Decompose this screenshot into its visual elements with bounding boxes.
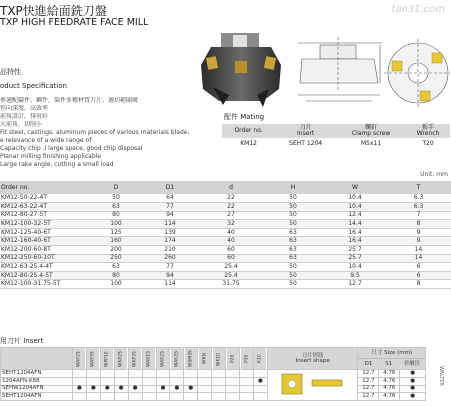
grade-header: WKP35	[128, 348, 142, 370]
dims-cell: 174	[140, 237, 200, 246]
table-row	[0, 263, 451, 272]
grade-mark	[128, 377, 142, 385]
insert-ex: ●	[400, 385, 426, 393]
dims-cell: 8	[386, 280, 451, 289]
dims-cell: 125	[92, 228, 140, 237]
dims-cell: 63	[92, 263, 140, 272]
grade-mark	[114, 370, 128, 378]
insert-name: SEHT1204AFN	[1, 370, 73, 378]
dims-cell: 250	[92, 254, 140, 263]
dims-cell: 40	[200, 228, 262, 237]
technical-drawing	[296, 31, 451, 113]
dims-cell: 50	[262, 280, 324, 289]
dims-cell: 63	[92, 203, 140, 212]
dims-cell: 260	[140, 254, 200, 263]
dims-cell: 60	[200, 254, 262, 263]
grade-mark	[100, 377, 114, 385]
grade-mark	[240, 385, 254, 393]
insert-name: SEHT1204AFN	[1, 393, 73, 401]
insert-shape-image	[267, 370, 358, 401]
grade-mark: ●	[100, 385, 114, 393]
grade-header: WKP25	[114, 348, 128, 370]
grade-mark: ●	[253, 377, 267, 385]
unit-label: Unit: mm	[420, 171, 448, 178]
dims-cell: KM12-80-25.4-5T	[0, 271, 92, 280]
grade-mark: ●	[156, 385, 170, 393]
mating-screw: M5x11	[361, 139, 382, 147]
grade-mark	[142, 385, 156, 393]
grade-mark	[142, 377, 156, 385]
features-label-cn: 品特性	[0, 68, 21, 76]
grade-mark: ●	[170, 385, 184, 393]
feature-line: 大前角，切削小	[0, 121, 43, 128]
grade-mark	[170, 370, 184, 378]
dims-cell: KM12-100-31.75-5T	[0, 280, 92, 289]
dims-cell: 16.4	[324, 228, 386, 237]
insert-shape-header: 刀片形狀 Insert shape	[267, 348, 358, 370]
grade-mark	[198, 393, 212, 401]
dims-cell: 6	[386, 263, 451, 272]
dims-cell: 114	[140, 220, 200, 229]
grade-mark	[100, 370, 114, 378]
dims-cell: 63	[262, 246, 324, 255]
grade-mark	[128, 393, 142, 401]
grade-header: WAK35	[170, 348, 184, 370]
feature-line: Planar milling finishing applicable	[0, 153, 101, 160]
table-row	[1, 385, 426, 393]
dims-cell: 10.4	[324, 263, 386, 272]
dims-cell: KM12-63-25.4-4T	[0, 263, 92, 272]
dims-cell: 40	[200, 237, 262, 246]
dims-cell: 16.4	[324, 237, 386, 246]
dims-cell: KM12-250-60-10T	[0, 254, 92, 263]
dims-cell: 80	[92, 271, 140, 280]
grade-mark	[86, 377, 100, 385]
grade-mark	[184, 377, 198, 385]
face-mill-product-image	[193, 31, 289, 109]
dims-cell: 50	[92, 194, 140, 203]
dims-cell: 114	[140, 280, 200, 289]
table-row	[0, 246, 451, 255]
dims-cell: KM12-200-60-8T	[0, 246, 92, 255]
feature-line: 參適配鑄件、鋼件、箇件多種材質刀片，適切範圍廣	[0, 97, 139, 104]
insert-ex: ●	[400, 377, 426, 385]
feature-line: Large rake angle, cutting a small load	[0, 161, 114, 168]
grade-mark	[240, 370, 254, 378]
dims-header-cell: D	[92, 181, 140, 194]
grade-mark	[86, 393, 100, 401]
dims-cell: 22	[200, 203, 262, 212]
table-row	[1, 370, 426, 378]
page-title-en: TXP HIGH FEEDRATE FACE MILL	[0, 17, 149, 28]
grade-mark	[253, 370, 267, 378]
dims-cell: 32	[200, 220, 262, 229]
dims-cell: 50	[262, 271, 324, 280]
mating-insert: SEHT 1204	[289, 139, 323, 147]
mating-title: 配件 Mating	[224, 113, 265, 121]
dims-header-cell: D1	[140, 181, 200, 194]
grade-mark	[240, 377, 254, 385]
dims-cell: 63	[262, 237, 324, 246]
grade-mark	[142, 393, 156, 401]
grade-mark: ●	[128, 385, 142, 393]
dims-cell: KM12-100-32-5T	[0, 220, 92, 229]
mating-header-insert: 刀片 Insert	[275, 124, 336, 138]
dims-cell: 14	[386, 254, 451, 263]
dims-cell: 6	[386, 271, 451, 280]
grade-mark	[72, 393, 86, 401]
dims-cell: 210	[140, 246, 200, 255]
grade-mark	[184, 370, 198, 378]
dims-cell: 63	[262, 254, 324, 263]
insert-size-header: 尺寸 Size (mm) D1 S1 菲爾沃	[358, 348, 426, 370]
mating-table	[222, 124, 450, 149]
insert-name: SEHW1204AFN	[1, 385, 73, 393]
table-row	[0, 211, 451, 220]
mating-order-no: KM12	[240, 139, 257, 147]
grade-header: WAP25	[72, 348, 86, 370]
dims-cell: 77	[140, 203, 200, 212]
dims-cell: 50	[262, 220, 324, 229]
dims-cell: 94	[140, 211, 200, 220]
dims-cell: 25.4	[200, 271, 262, 280]
grade-mark	[156, 377, 170, 385]
dims-cell: 200	[92, 246, 140, 255]
grade-mark	[72, 370, 86, 378]
table-row	[0, 228, 451, 237]
dims-cell: 9	[386, 237, 451, 246]
dims-cell: 31.75	[200, 280, 262, 289]
grade-header: WPP10	[100, 348, 114, 370]
table-row	[0, 280, 451, 289]
grade-mark	[198, 377, 212, 385]
dims-cell: KM12-160-40-6T	[0, 237, 92, 246]
watermark: tao31.com	[391, 4, 445, 15]
grade-mark	[198, 385, 212, 393]
dims-cell: 25.7	[324, 254, 386, 263]
dims-cell: 160	[92, 237, 140, 246]
grade-header: WK10	[212, 348, 226, 370]
grade-mark	[226, 377, 240, 385]
dimension-table	[0, 181, 451, 289]
insert-s1: 4.76	[379, 393, 400, 401]
grade-mark	[86, 370, 100, 378]
grade-mark	[156, 393, 170, 401]
insert-d1: 12.7	[358, 377, 379, 385]
dims-header-cell: d	[200, 181, 262, 194]
grade-mark	[212, 370, 226, 378]
table-row	[1, 377, 426, 385]
insert-d1: 12.7	[358, 385, 379, 393]
dims-cell: 64	[140, 194, 200, 203]
dims-cell: 77	[140, 263, 200, 272]
dims-cell: 14	[386, 246, 451, 255]
dims-cell: KM12-80-27-5T	[0, 211, 92, 220]
grade-mark	[212, 377, 226, 385]
grade-mark	[198, 370, 212, 378]
grade-mark	[253, 385, 267, 393]
feature-line: Capacity chip ,l large space, good chip disposal	[0, 145, 143, 152]
insert-title: 用刀片 Insert	[0, 337, 44, 345]
dims-cell: 9.5	[324, 271, 386, 280]
grade-mark	[142, 370, 156, 378]
feature-line: Fit steel, castings, aluminum pieces of various materials blade,	[0, 129, 190, 136]
grade-mark	[212, 385, 226, 393]
table-row	[0, 237, 451, 246]
dims-cell: 8	[386, 220, 451, 229]
grade-mark	[226, 385, 240, 393]
insert-table	[0, 347, 426, 401]
dims-cell: 22	[200, 194, 262, 203]
grade-mark	[170, 393, 184, 401]
dims-cell: 12.7	[324, 280, 386, 289]
mating-header-wrench: 扳手 Wrench	[406, 124, 450, 138]
dims-cell: 10.4	[324, 203, 386, 212]
dims-cell: 6.3	[386, 194, 451, 203]
insert-name: 1204AFN-K88	[1, 377, 73, 385]
dims-header-cell: W	[324, 181, 386, 194]
dims-cell: 139	[140, 228, 200, 237]
grade-mark: ●	[184, 385, 198, 393]
dims-cell: KM12-50-22-4T	[0, 194, 92, 203]
grade-header: WAK25	[156, 348, 170, 370]
grade-mark	[253, 393, 267, 401]
dims-cell: 63	[262, 228, 324, 237]
mating-wrench: T20	[422, 139, 434, 147]
grade-mark	[72, 377, 86, 385]
grade-mark	[128, 370, 142, 378]
page-title-cn: TXP快進給面銑刀盤	[0, 4, 107, 18]
grade-mark: ●	[72, 385, 86, 393]
dims-cell: KM12-63-22-4T	[0, 203, 92, 212]
dims-cell: 94	[140, 271, 200, 280]
mating-header-screw: 螺釘 Clamp screw	[336, 124, 406, 138]
insert-s1: 4.76	[379, 377, 400, 385]
grade-header: WXN	[198, 348, 212, 370]
dims-cell: 100	[92, 220, 140, 229]
features-list	[0, 97, 222, 169]
grade-mark	[212, 393, 226, 401]
insert-ex: ●	[400, 393, 426, 401]
grade-header: P30	[240, 348, 254, 370]
table-row	[0, 194, 451, 203]
grade-mark	[184, 393, 198, 401]
dims-cell: 50	[262, 263, 324, 272]
grade-mark: ●	[86, 385, 100, 393]
grade-mark	[156, 370, 170, 378]
dims-header-cell: H	[262, 181, 324, 194]
table-row	[0, 220, 451, 229]
dims-cell: 50	[262, 211, 324, 220]
grade-mark	[226, 370, 240, 378]
dims-cell: 6.3	[386, 203, 451, 212]
dims-header-cell: Order no.	[0, 181, 92, 194]
grade-mark	[114, 377, 128, 385]
dims-header-cell: T	[386, 181, 451, 194]
grade-header: K10	[253, 348, 267, 370]
grade-mark: ●	[114, 385, 128, 393]
insert-s1: 4.76	[379, 385, 400, 393]
insert-s1: 4.76	[379, 370, 400, 378]
grade-mark	[170, 377, 184, 385]
grade-header: WAP35	[86, 348, 100, 370]
dims-cell: 7	[386, 211, 451, 220]
dims-cell: 10.4	[324, 194, 386, 203]
mating-header-order: Order no.	[222, 124, 275, 138]
table-row	[0, 203, 451, 212]
dims-cell: 9	[386, 228, 451, 237]
table-row	[1, 393, 426, 401]
dims-cell: 100	[92, 280, 140, 289]
insert-ex: ●	[400, 370, 426, 378]
grade-header: WAK15	[142, 348, 156, 370]
dims-cell: 27	[200, 211, 262, 220]
table-row	[0, 271, 451, 280]
dims-cell: 14.4	[324, 220, 386, 229]
feature-line: e relevance of a wide range of .	[0, 137, 96, 144]
grade-header: WSM35	[184, 348, 198, 370]
dims-cell: 50	[262, 203, 324, 212]
grade-mark	[114, 393, 128, 401]
dims-cell: KM12-125-40-6T	[0, 228, 92, 237]
dims-cell: 60	[200, 246, 262, 255]
feature-line: 徑向深度，高效率	[0, 105, 49, 112]
insert-d1: 12.7	[358, 393, 379, 401]
grade-mark	[240, 393, 254, 401]
feature-line: 前角設計，排屑好	[0, 113, 49, 120]
brand-label: WALTER	[438, 365, 444, 386]
insert-d1: 12.7	[358, 370, 379, 378]
table-row	[0, 254, 451, 263]
grade-mark	[100, 393, 114, 401]
grade-mark	[226, 393, 240, 401]
dims-cell: 80	[92, 211, 140, 220]
dims-cell: 50	[262, 194, 324, 203]
dims-cell: 25.7	[324, 246, 386, 255]
insert-header-name	[1, 348, 73, 370]
dims-cell: 12.4	[324, 211, 386, 220]
grade-header: P20	[226, 348, 240, 370]
dims-cell: 25.4	[200, 263, 262, 272]
features-label-en: oduct Specification	[0, 82, 67, 90]
